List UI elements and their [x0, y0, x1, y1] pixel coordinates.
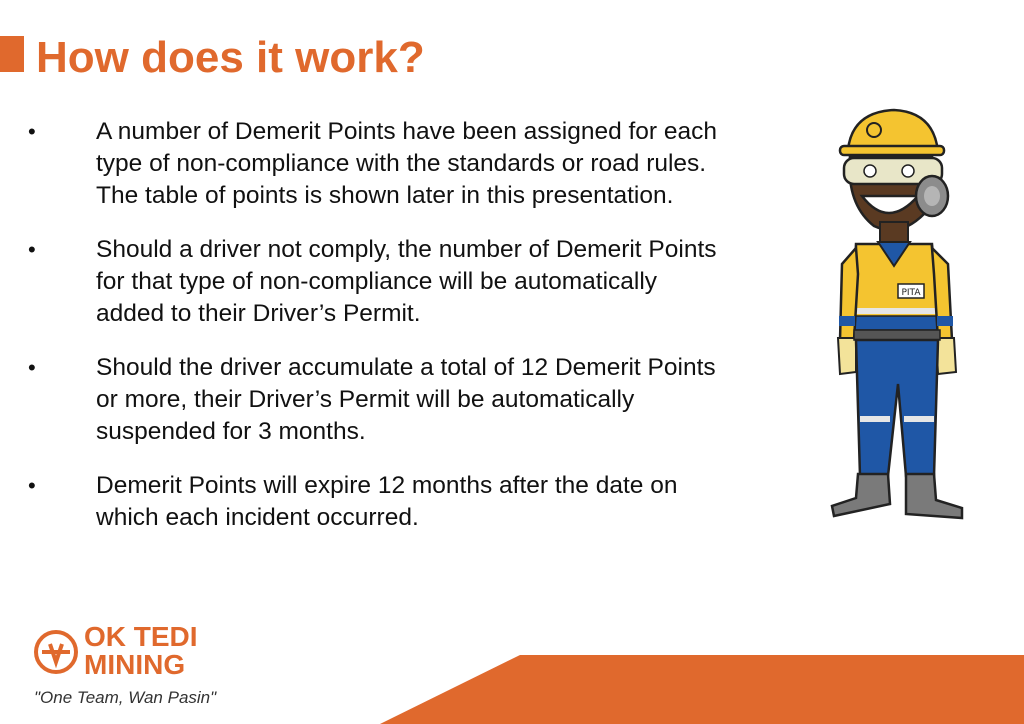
bullet-text: A number of Demerit Points have been assigned for each type of non-compliance with the standards or road rules. The table of points is shown later in this presentation. [96, 118, 718, 209]
logo-line-1: OK TEDI [84, 621, 198, 652]
slide-title: How does it work? [36, 33, 425, 82]
bullet-item [28, 116, 798, 212]
bullet-text: Should the driver accumulate a total of 12 Demerit Points or more, their Driver’s Permit will be automatically suspended for 3 months. [96, 354, 716, 445]
logo-line-2: MINING [84, 649, 186, 680]
bullet-text: Should a driver not comply, the number of Demerit Points for that type of non-compliance will be automatically added to their Driver’s Permit. [96, 236, 717, 327]
title-accent-bar [0, 36, 24, 72]
bullet-text: Demerit Points will expire 12 months after the date on which each incident occurred. [96, 472, 678, 531]
shirt-badge-text: PITA [901, 288, 921, 298]
safety-worker-illustration [822, 104, 972, 534]
bullet-marker: • [28, 119, 36, 144]
bullet-marker: • [28, 355, 36, 380]
bullet-marker: • [28, 237, 36, 262]
bullet-item [28, 234, 798, 330]
company-slogan: "One Team, Wan Pasin" [34, 688, 217, 707]
bullet-marker: • [28, 473, 36, 498]
bullet-list [28, 116, 798, 556]
bullet-item [28, 352, 798, 448]
bullet-item [28, 470, 798, 534]
